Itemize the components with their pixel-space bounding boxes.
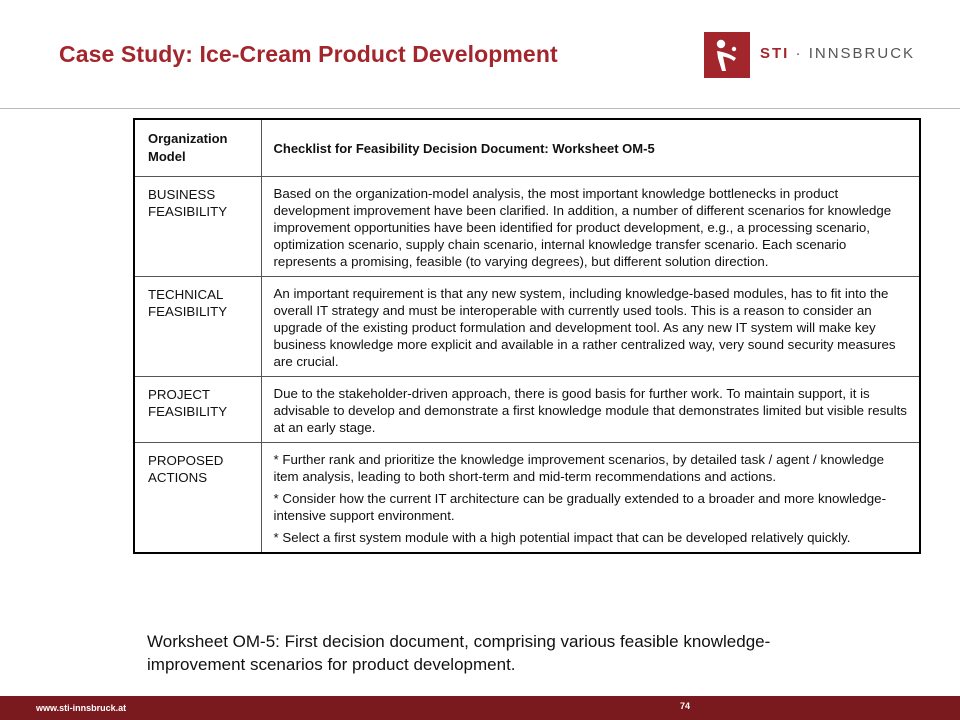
sti-logo <box>704 32 914 78</box>
action-item: * Select a first system module with a high potential impact that can be developed relatively quickly. <box>273 530 851 545</box>
logo-wordmark <box>760 45 915 62</box>
page-number: 74 <box>679 701 690 711</box>
action-item: * Further rank and prioritize the knowledge improvement scenarios, by detailed task / agent / knowledge item analysis, leading to both short-term and mid-term recommendations and actions. <box>273 452 885 484</box>
worksheet-table <box>133 118 921 554</box>
figure-caption: Worksheet OM-5: First decision document, comprising various feasible knowledge-improvement scenarios for product development. <box>147 632 771 674</box>
row-label: TECHNICAL FEASIBILITY <box>134 277 261 377</box>
row-paragraph: Based on the organization-model analysis, the most important knowledge bottlenecks in product development improvement have been clarified. In addition, a number of different scenarios for knowledge improvement opportunities have been identified for product development, e.g., a processing scenario, optimization scenario, supply chain scenario, internal knowledge transfer scenario. Each scenario represents a promising, feasible (to varying degrees), but different solution direction. <box>273 186 892 269</box>
table-row <box>134 443 920 554</box>
action-item: * Consider how the current IT architecture can be gradually extended to a broader and more knowledge-intensive support environment. <box>273 491 887 523</box>
logo-name: INNSBRUCK <box>808 45 916 62</box>
sti-person-icon <box>704 32 750 78</box>
row-text <box>261 377 920 443</box>
row-paragraph: Due to the stakeholder-driven approach, there is good basis for further work. To maintain support, it is advisable to develop and demonstrate a first knowledge module that demonstrates limited but visible results at an early stage. <box>273 386 907 435</box>
table-header-row <box>134 119 920 177</box>
table-row <box>134 377 920 443</box>
row-label: PROPOSED ACTIONS <box>134 443 261 554</box>
header-organization-model: Organization Model <box>134 119 261 177</box>
row-text <box>261 443 920 554</box>
row-text <box>261 177 920 277</box>
title-divider <box>0 108 960 109</box>
footer-url: www.sti-innsbruck.at <box>36 703 127 713</box>
row-paragraph: An important requirement is that any new system, including knowledge-based modules, has to fit into the overall IT strategy and must be interoperable with currently used tools. This is a reason to consider an upgrade of the existing product formulation and development tool. As any new IT system will make key business knowledge more explicit and available in a rather centralized way, very sound security measures are crucial. <box>273 286 896 369</box>
slide-title: Case Study: Ice-Cream Product Development <box>59 41 558 67</box>
row-label: BUSINESS FEASIBILITY <box>134 177 261 277</box>
row-label: PROJECT FEASIBILITY <box>134 377 261 443</box>
logo-brand: STI <box>760 45 790 62</box>
row-text <box>261 277 920 377</box>
footer-bar <box>0 696 960 720</box>
table-row <box>134 277 920 377</box>
header-checklist-title: Checklist for Feasibility Decision Document: Worksheet OM-5 <box>261 119 920 177</box>
logo-separator: · <box>789 45 809 62</box>
table-row <box>134 177 920 277</box>
